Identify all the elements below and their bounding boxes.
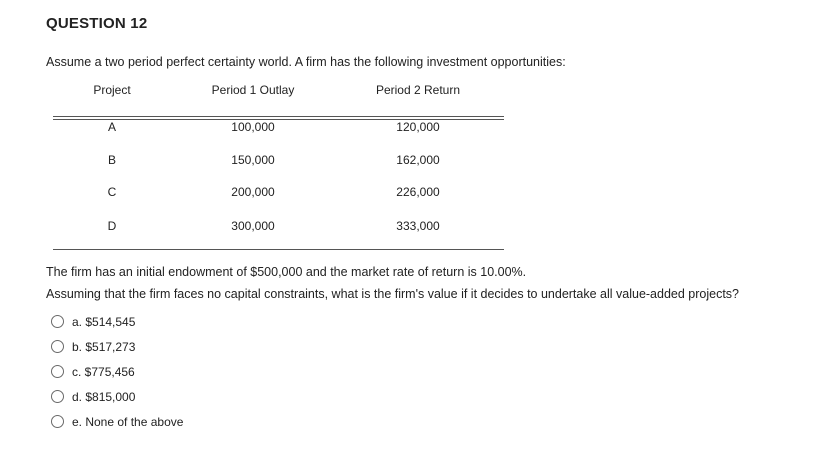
cell-outlay: 200,000 <box>231 185 275 199</box>
header-period-1-outlay: Period 1 Outlay <box>211 83 295 97</box>
cell-project: B <box>107 153 116 167</box>
question-prompt: Assuming that the firm faces no capital constraints, what is the firm's value if it decides to undertake all value-added projects? <box>46 287 740 301</box>
investment-table <box>53 80 504 250</box>
option-label: d. $815,000 <box>72 389 136 404</box>
cell-outlay: 300,000 <box>231 219 275 233</box>
table-row <box>53 120 504 140</box>
table-body <box>53 117 504 250</box>
table-row <box>53 153 504 173</box>
radio-button[interactable] <box>51 315 64 328</box>
endowment-text: The firm has an initial endowment of $500,000 and the market rate of return is 10.00%. <box>46 265 527 279</box>
cell-outlay: 100,000 <box>231 120 275 134</box>
option-e[interactable] <box>51 409 183 434</box>
option-label: e. None of the above <box>72 414 184 429</box>
radio-button[interactable] <box>51 390 64 403</box>
radio-button[interactable] <box>51 340 64 353</box>
option-a[interactable] <box>51 309 183 334</box>
radio-button[interactable] <box>51 415 64 428</box>
option-b[interactable] <box>51 334 183 359</box>
cell-project: D <box>107 219 117 233</box>
option-d[interactable] <box>51 384 183 409</box>
header-period-2-return: Period 2 Return <box>375 83 461 97</box>
table-row <box>53 219 504 239</box>
question-title: QUESTION 12 <box>46 15 148 32</box>
option-label: a. $514,545 <box>72 314 136 329</box>
cell-outlay: 150,000 <box>231 153 275 167</box>
table-header <box>53 80 504 117</box>
option-c[interactable] <box>51 359 183 384</box>
cell-return: 226,000 <box>396 185 440 199</box>
radio-button[interactable] <box>51 365 64 378</box>
header-project: Project <box>93 83 131 97</box>
table-row <box>53 185 504 205</box>
option-label: c. $775,456 <box>72 364 135 379</box>
cell-return: 162,000 <box>396 153 440 167</box>
cell-project: C <box>107 185 117 199</box>
question-intro: Assume a two period perfect certainty world. A firm has the following investment opportunities: <box>46 55 566 69</box>
answer-options <box>51 309 183 434</box>
cell-return: 120,000 <box>396 120 440 134</box>
cell-return: 333,000 <box>396 219 440 233</box>
cell-project: A <box>107 120 116 134</box>
option-label: b. $517,273 <box>72 339 136 354</box>
